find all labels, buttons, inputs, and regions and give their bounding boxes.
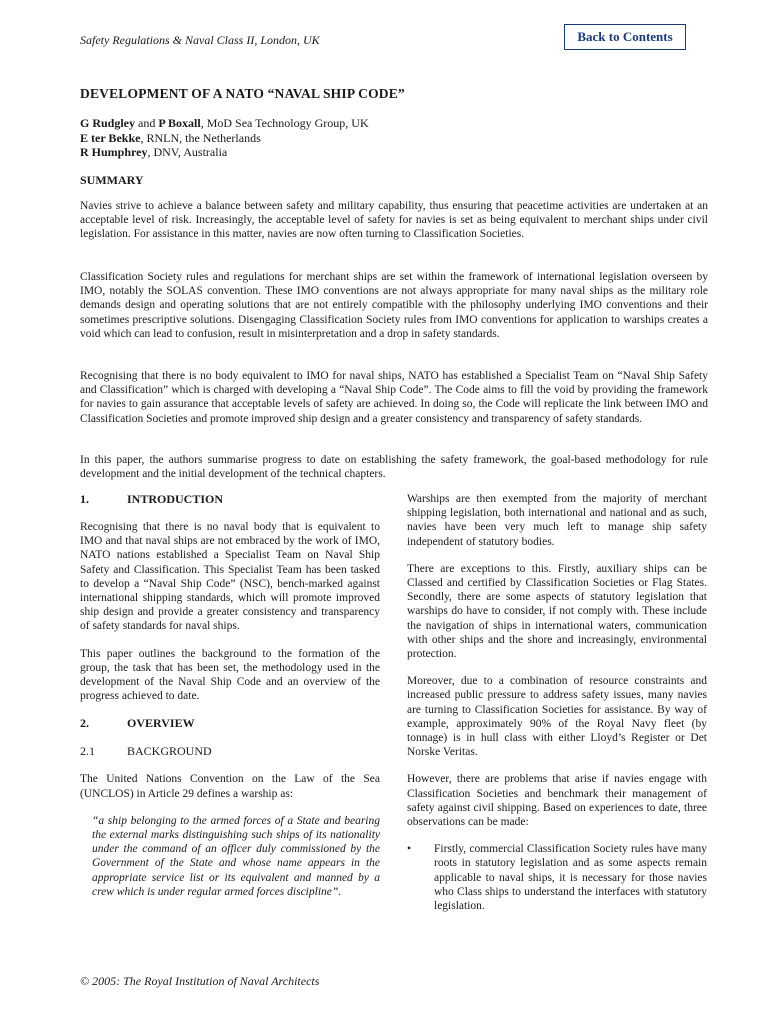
author-affiliation: , RNLN, the Netherlands (140, 130, 261, 145)
author-line-1 (80, 116, 369, 131)
bullet-icon: • (407, 843, 412, 856)
right-paragraph-4: However, there are problems that arise if navies engage with Classification Societies and benchmark their management of safety against civil shipping. Based on experiences to date, three observations can be made: (407, 773, 707, 829)
author-affiliation: , MoD Sea Technology Group, UK (200, 116, 369, 130)
author-list (80, 116, 369, 160)
observation-bullet-1 (407, 842, 707, 913)
author-name: R Humphrey (80, 145, 148, 159)
section-title: OVERVIEW (127, 716, 195, 731)
background-paragraph: The United Nations Convention on the Law of the Sea (UNCLOS) in Article 29 defines a warship as: (80, 773, 380, 800)
author-conjunction: and (135, 116, 159, 130)
section-number: 2. (80, 716, 89, 731)
bullet-text: Firstly, commercial Classification Society rules have many roots in statutory legislation and as some aspects remain applicable to naval ships, it is necessary for those navies who Class ships to understand the interfaces with statutory legislation. (434, 843, 707, 913)
paper-page (80, 0, 708, 1024)
section-2-heading (80, 716, 380, 731)
intro-paragraph-2: This paper outlines the background to the formation of the group, the task that has been set, the methodology used in the development of the Naval Ship Code and an overview of the progress achieved to date. (80, 647, 380, 703)
summary-paragraph-4: In this paper, the authors summarise progress to date on establishing the safety framework, the goal-based methodology for rule development and the initial development of the technical chapters. (80, 454, 708, 481)
author-line-2 (80, 131, 369, 146)
warship-definition-quote: “a ship belonging to the armed forces of a State and bearing the external marks distinguishing such ships of its nationality under the command of an officer duly commissioned by the Government of the State and whose name appears in the appropriate service list or its equivalent and manned by a crew which is under regular armed forces discipline”. (92, 814, 380, 898)
summary-paragraph-3: Recognising that there is no body equivalent to IMO for naval ships, NATO has established a Specialist Team on “Naval Ship Safety and Classification” which is charged with developing a “Naval Ship Code”. The Code aims to fill the void by providing the framework for navies to gain assurance that acceptable levels of safety are achieved. In doing so, the Code will replicate the link between IMO and Classification Societies and promote improved ship design and a greater consistency and transparency of safety standards. (80, 370, 708, 425)
running-head: Safety Regulations & Naval Class II, London, UK (80, 33, 320, 47)
intro-paragraph-1: Recognising that there is no naval body that is equivalent to IMO and that naval ships are not embraced by the work of IMO, NATO nations established a Specialist Team on Naval Ship Safety and Classification. This Specialist Team has been tasked to develop a “Naval Ship Code” (NSC), bench-marked against international shipping standards, which will promote improved ship design and provide a greater consistency and transparency of safety standards for naval ships. (80, 521, 380, 633)
right-paragraph-1: Warships are then exempted from the majority of merchant shipping legislation, both international and national and as such, navies have been very much left to manage ship safety independent of statutory bodies. (407, 493, 707, 548)
author-line-3 (80, 145, 369, 160)
author-name: E ter Bekke (80, 130, 141, 145)
author-name: G Rudgley (80, 116, 136, 130)
right-column (407, 492, 707, 926)
subsection-2-1-heading (80, 744, 380, 759)
left-column (80, 492, 380, 912)
summary-heading: SUMMARY (80, 173, 144, 187)
subsection-number: 2.1 (80, 744, 95, 759)
subsection-title: BACKGROUND (127, 744, 212, 759)
author-name: P Boxall (158, 116, 201, 130)
author-affiliation: , DNV, Australia (147, 145, 228, 159)
section-1-heading (80, 492, 380, 507)
right-paragraph-3: Moreover, due to a combination of resource constraints and increased public pressure to address safety issues, many navies are turning to Classification Societies for assistance. By way of example, approximately 90% of the Royal Navy fleet (by tonnage) is in hull class with either Lloyd’s Register or Det Norske Veritas. (407, 675, 707, 759)
paper-title: DEVELOPMENT OF A NATO “NAVAL SHIP CODE” (80, 86, 405, 101)
summary-paragraph-1: Navies strive to achieve a balance between safety and military capability, thus ensuring that peacetime activities are undertaken at an acceptable level of risk. Increasingly, the acceptable level of safety for navies is set as being equivalent to merchant ships under civil legislation. For assistance in this matter, navies are now often turning to Classification Societies. (80, 200, 708, 241)
right-paragraph-2: There are exceptions to this. Firstly, auxiliary ships can be Classed and certified by Classification Societies or Flag States. Secondly, there are some aspects of statutory legislation that warships do have to consider, if not comply with. These include the navigation of ships in international waters, communication with other ships and the shore and increasingly, environmental protection. (407, 562, 707, 661)
back-to-contents-button[interactable]: Back to Contents (564, 24, 686, 50)
section-title: INTRODUCTION (127, 492, 224, 506)
copyright-footer: © 2005: The Royal Institution of Naval Architects (80, 974, 320, 988)
section-number: 1. (80, 492, 89, 506)
summary-paragraph-2: Classification Society rules and regulations for merchant ships are set within the framework of international legislation overseen by IMO, notably the SOLAS convention. These IMO conventions are not always appropriate for many naval ships as the military role demands design and operating solutions that are not entirely compatible with the philosophy underlying IMO conventions and their sometimes prescriptive solutions. Disengaging Classification Society rules from IMO conventions for application to warships creates a void which can lead to confusion, result in misinterpretation and a drop in safety standards. (80, 271, 708, 340)
